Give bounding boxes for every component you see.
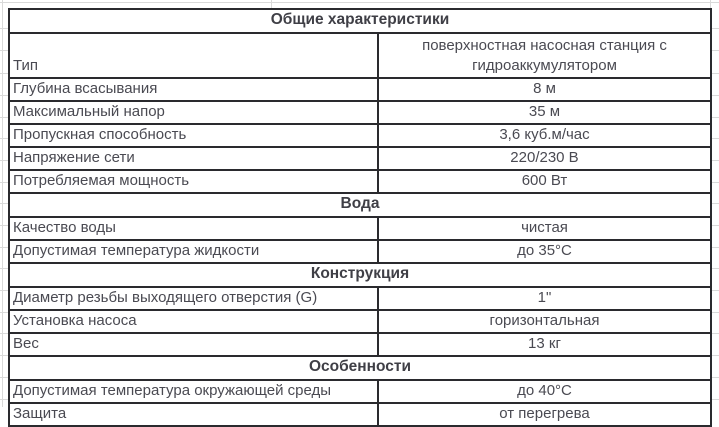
spec-label: Защита bbox=[9, 403, 378, 426]
spec-value: 1" bbox=[378, 287, 711, 310]
section-title: Вода bbox=[9, 193, 711, 217]
spec-value: до 35°С bbox=[378, 240, 711, 263]
spec-value: поверхностная насосная станция с гидроаккумулятором bbox=[378, 33, 711, 78]
spec-row bbox=[9, 78, 711, 101]
spec-label: Пропускная способность bbox=[9, 124, 378, 147]
spec-row bbox=[9, 33, 711, 78]
section-row bbox=[9, 193, 711, 217]
section-title: Общие характеристики bbox=[9, 9, 711, 33]
spec-value: 35 м bbox=[378, 101, 711, 124]
spec-label: Установка насоса bbox=[9, 310, 378, 333]
spec-row bbox=[9, 287, 711, 310]
spec-value: 13 кг bbox=[378, 333, 711, 356]
spec-value: от перегрева bbox=[378, 403, 711, 426]
spec-label: Вес bbox=[9, 333, 378, 356]
spec-row bbox=[9, 310, 711, 333]
spec-label: Глубина всасывания bbox=[9, 78, 378, 101]
spec-value: горизонтальная bbox=[378, 310, 711, 333]
spec-row bbox=[9, 170, 711, 193]
spec-label: Максимальный напор bbox=[9, 101, 378, 124]
spec-value: 3,6 куб.м/час bbox=[378, 124, 711, 147]
spec-row bbox=[9, 101, 711, 124]
spec-row bbox=[9, 333, 711, 356]
section-title: Особенности bbox=[9, 356, 711, 380]
section-row bbox=[9, 9, 711, 33]
spec-label: Тип bbox=[9, 33, 378, 78]
spec-row bbox=[9, 403, 711, 426]
spec-table bbox=[8, 8, 712, 427]
section-title: Конструкция bbox=[9, 263, 711, 287]
spec-row bbox=[9, 240, 711, 263]
spec-value: 8 м bbox=[378, 78, 711, 101]
spec-value: 600 Вт bbox=[378, 170, 711, 193]
spec-label: Допустимая температура окружающей среды bbox=[9, 380, 378, 403]
section-row bbox=[9, 263, 711, 287]
spec-label: Потребляемая мощность bbox=[9, 170, 378, 193]
spec-label: Напряжение сети bbox=[9, 147, 378, 170]
spec-row bbox=[9, 124, 711, 147]
spec-row bbox=[9, 380, 711, 403]
spec-row bbox=[9, 217, 711, 240]
spec-value: до 40°С bbox=[378, 380, 711, 403]
spec-label: Допустимая температура жидкости bbox=[9, 240, 378, 263]
spec-row bbox=[9, 147, 711, 170]
spec-label: Диаметр резьбы выходящего отверстия (G) bbox=[9, 287, 378, 310]
spec-value: чистая bbox=[378, 217, 711, 240]
spec-value: 220/230 В bbox=[378, 147, 711, 170]
spec-label: Качество воды bbox=[9, 217, 378, 240]
section-row bbox=[9, 356, 711, 380]
